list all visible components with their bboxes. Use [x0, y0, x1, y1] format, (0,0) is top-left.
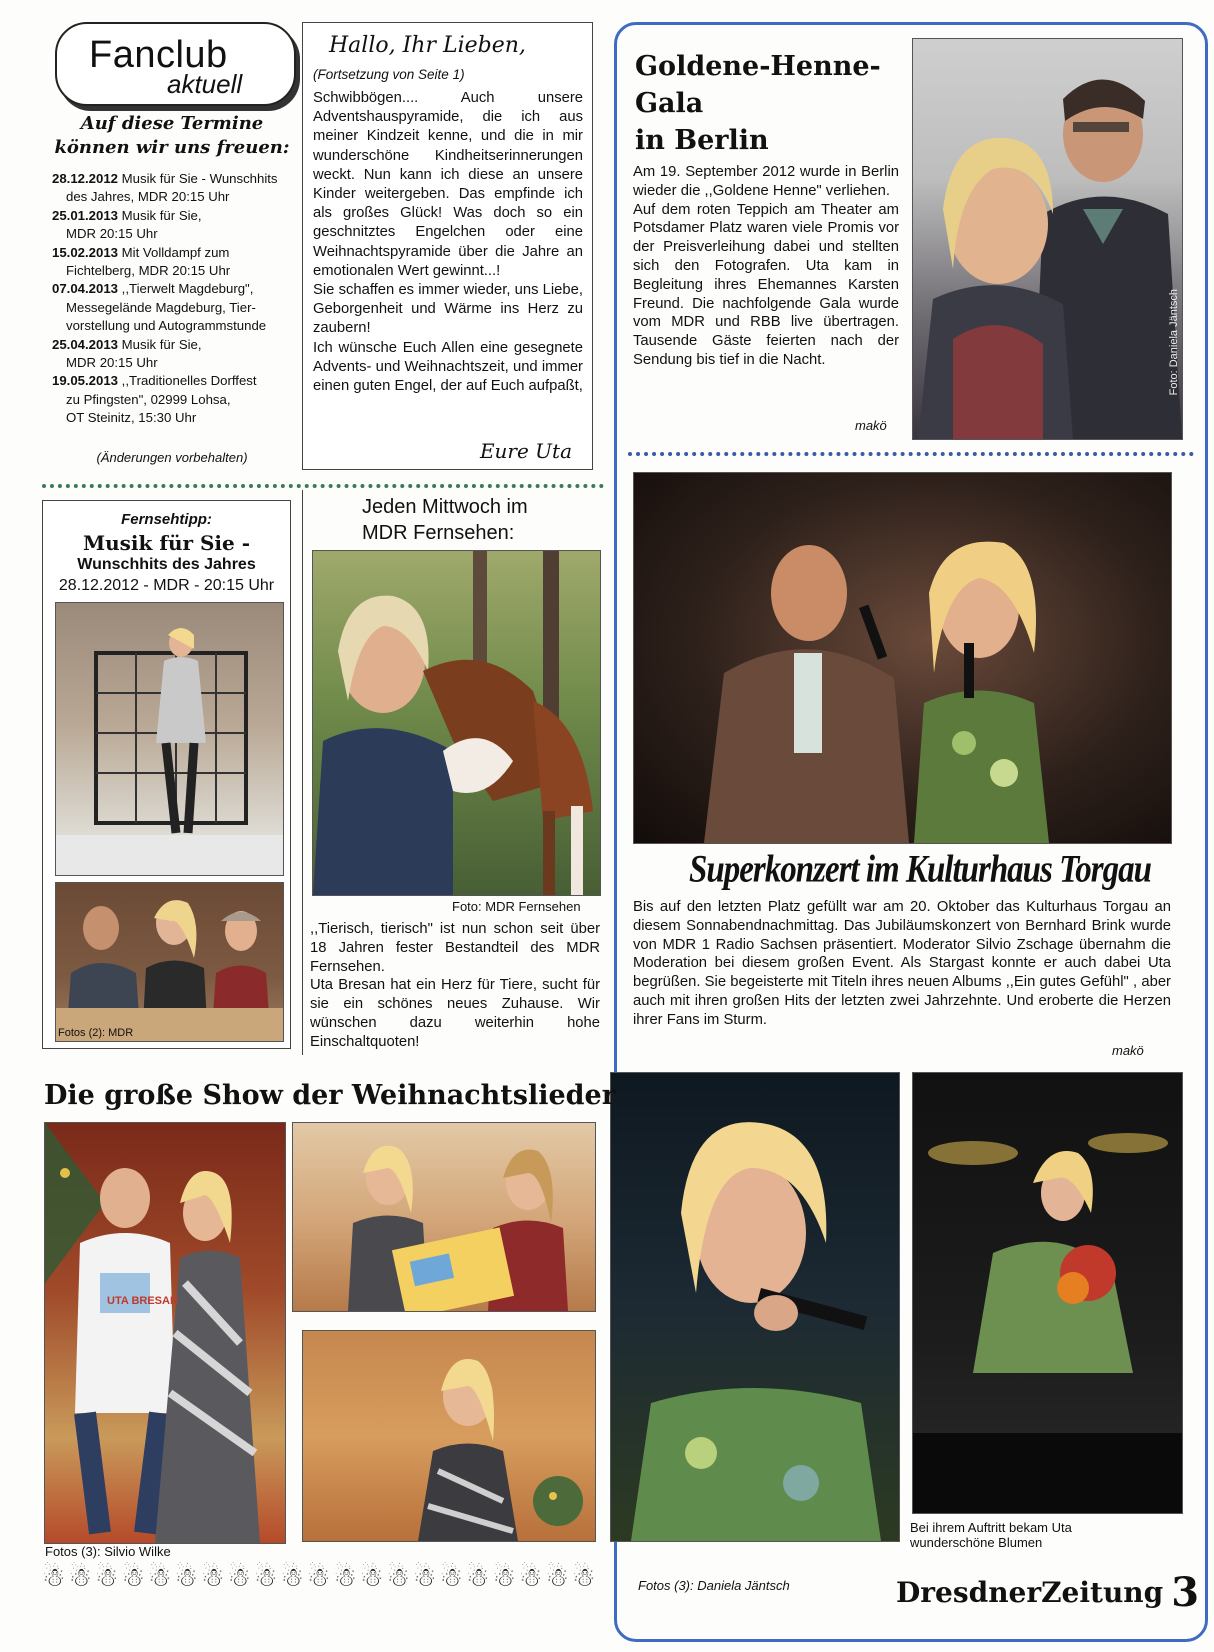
gala-title [635, 48, 915, 159]
tv-tip-subtitle: Wunschhits des Jahres [77, 556, 256, 573]
flowers-illustration [913, 1073, 1182, 1513]
event-title: Musik für Sie, [121, 207, 202, 223]
concert-photo-singer [610, 1072, 900, 1542]
event-date: 25.01.2013 [52, 207, 122, 223]
letter-greeting: Hallo, Ihr Lieben, [329, 33, 526, 58]
letter-paragraph: Sie schaffen es immer wieder, uns Liebe, Geborgenheit und Wärme ins Herz zu zaubern! [313, 282, 583, 337]
concert-author: makö [1112, 1043, 1144, 1058]
flower-caption-line: Bei ihrem Auftritt bekam Uta [910, 1520, 1072, 1535]
snowman-icon: ☃ [307, 1562, 331, 1592]
snowman-icon: ☃ [254, 1562, 278, 1592]
separator [42, 484, 604, 488]
event-detail: Fichtelberg, MDR 20:15 Uhr [66, 263, 231, 279]
event-detail: MDR 20:15 Uhr [66, 226, 158, 242]
tv-tip-photo-gate [55, 602, 284, 876]
show-photo-dress [302, 1330, 596, 1542]
event-item [52, 372, 302, 390]
snowman-decoration [42, 1562, 607, 1620]
fanclub-note: (Änderungen vorbehalten) [96, 450, 248, 465]
event-title: Mit Volldampf zum [121, 244, 230, 260]
letter-box [302, 22, 593, 470]
tv-tip-photo-credit: Fotos (2): MDR [58, 1027, 134, 1039]
event-title: Musik für Sie, [121, 336, 202, 352]
snowman-icon: ☃ [42, 1562, 66, 1592]
mittwoch-text [310, 920, 600, 1052]
show-title: Die große Show der Weihnachtslieder [44, 1080, 616, 1111]
event-item [52, 280, 302, 298]
event-title: Musik für Sie - Wunschhits [121, 171, 278, 186]
event-date: 07.04.2013 [52, 281, 122, 297]
table-illustration [56, 883, 283, 1041]
snowman-icon: ☃ [386, 1562, 410, 1592]
dress-illustration [303, 1331, 595, 1541]
concert-photo-flowers [912, 1072, 1183, 1514]
snowman-icon: ☃ [201, 1562, 225, 1592]
event-item [52, 207, 302, 225]
fanclub-subtitle: aktuell [167, 69, 243, 99]
show-photo-credit: Fotos (3): Silvio Wilke [45, 1544, 171, 1559]
fan-illustration [45, 1123, 285, 1543]
event-detail: MDR 20:15 Uhr [66, 355, 158, 371]
mittwoch-heading-line: MDR Fernsehen: [362, 522, 515, 544]
fanclub-badge [55, 22, 296, 106]
fanclub-heading [48, 112, 296, 160]
event-detail: OT Steinitz, 15:30 Uhr [66, 410, 197, 426]
gala-title-line: Gala [635, 88, 704, 119]
fanclub-heading-line: Auf diese Termine [80, 113, 264, 134]
snowman-icon: ☃ [68, 1562, 92, 1592]
snowman-icon: ☃ [360, 1562, 384, 1592]
event-date: 25.04.2013 [52, 336, 122, 352]
snowman-icon: ☃ [121, 1562, 145, 1592]
pony-illustration [313, 551, 600, 895]
shirt-text: UTA BRESAN [107, 1295, 178, 1307]
event-title: ,,Traditionelles Dorffest [121, 373, 257, 389]
event-item [52, 170, 302, 188]
mittwoch-photo-credit: Foto: MDR Fernsehen [452, 899, 581, 914]
snowman-icon: ☃ [413, 1562, 437, 1592]
gift-illustration [293, 1123, 595, 1311]
gala-title-line: Goldene-Henne- [635, 51, 881, 82]
footer-paper-name [896, 1565, 1200, 1616]
tv-tip-date: 28.12.2012 - MDR - 20:15 Uhr [58, 577, 275, 594]
gala-photo-credit: Foto: Daniela Jäntsch [1168, 289, 1180, 396]
gala-paragraph: Auf dem roten Teppich am Theater am Potsdamer Platz waren viele Promis vor der Preisverleihung dabei und stellten sich den Fotografen. Uta kam in Begleitung ihres Ehemannes Karsten Freund. Die nachfolgende Gala wurde vom MDR und RBB live übertragen. Tausende Gäste feierten nach der Sendung bis tief in die Nacht. [633, 201, 899, 368]
show-photo-gift [292, 1122, 596, 1312]
letter-paragraph: Ich wünsche Euch Allen eine gesegnete Advents- und Weihnachtszeit, und immer einen guten Engel, der auf Euch aufpaßt, [313, 339, 583, 395]
event-title: ,,Tierwelt Magdeburg", [121, 281, 254, 297]
snowman-icon: ☃ [572, 1562, 596, 1592]
snowman-icon: ☃ [466, 1562, 490, 1592]
mittwoch-heading-line: Jeden Mittwoch im [362, 496, 528, 518]
snowman-icon: ☃ [519, 1562, 543, 1592]
snowman-icon: ☃ [148, 1562, 172, 1592]
snowman-icon: ☃ [439, 1562, 463, 1592]
mittwoch-paragraph: ,,Tierisch, tierisch" ist nun schon seit über 18 Jahren fester Bestandteil des MDR Fernsehen. [310, 921, 600, 975]
concert-photo-credit: Fotos (3): Daniela Jäntsch [638, 1578, 790, 1593]
tv-tip-label: Fernsehtipp: [121, 511, 212, 528]
fanclub-title: Fanclub [89, 34, 228, 76]
event-detail: vorstellung und Autogrammstunde [66, 318, 267, 334]
event-date: 28.12.2012 [52, 171, 122, 186]
snowman-icon: ☃ [174, 1562, 198, 1592]
concert-text: Bis auf den letzten Platz gefüllt war am 20. Oktober das Kulturhaus Torgau an diesem Sonnabendnachmittag. Das Jubiläumskonzert von Bernhard Brink wurde von MDR 1 Radio Sachsen präsentiert. Moderator Silvio Zschage übernahm die Moderation bei diesem großen Event. Als Stargast konnte er auch dabei Uta begrüßen. Sie begeisterte mit Titeln ihres neuen Albums ,,Ein gutes Gefühl" , aber auch mit ihren großen Hits der letzten zwei Jahrzehnte. Und eroberte die Herzen ihrer Fans im Sturm. [633, 899, 1171, 1028]
duet-illustration [634, 473, 1171, 843]
gala-text [633, 163, 899, 370]
mittwoch-photo [312, 550, 601, 896]
letter-body [313, 89, 583, 396]
mittwoch-heading [362, 494, 528, 546]
flower-caption-line: wunderschöne Blumen [910, 1535, 1043, 1550]
snowman-icon: ☃ [227, 1562, 251, 1592]
gate-illustration [56, 603, 283, 875]
paper-name: DresdnerZeitung [896, 1576, 1164, 1609]
event-detail: des Jahres, MDR 20:15 Uhr [66, 189, 230, 205]
snowman-icon: ☃ [492, 1562, 516, 1592]
tv-tip-title: Musik für Sie - [82, 531, 251, 555]
singer-illustration [611, 1073, 899, 1541]
snowman-icon: ☃ [280, 1562, 304, 1592]
fanclub-heading-line: können wir uns freuen: [54, 137, 290, 158]
event-date: 19.05.2013 [52, 373, 122, 389]
snowman-icon: ☃ [333, 1562, 357, 1592]
event-detail: zu Pfingsten", 02999 Lohsa, [66, 391, 231, 407]
gala-paragraph: Am 19. September 2012 wurde in Berlin wieder die ,,Goldene Henne" verliehen. [633, 164, 899, 199]
flower-caption [910, 1520, 1072, 1550]
letter-paragraph: Schwibbögen.... Auch unsere Adventshauspyramide, die ich aus meiner Kindzeit kenne, und die in mir wunderschöne Kindheitserinnerungen weckt. Nun kann ich diese an unsere Kinder weitergeben. Das empfinde ich als großes Glück! Was doch so ein geschnitztes Engelchen oder eine Weihnachtspyramide über die Jahre an emotionalen Wert gewinnt...! [313, 90, 583, 279]
couple-illustration [913, 39, 1182, 439]
snowman-icon: ☃ [545, 1562, 569, 1592]
event-item [52, 244, 302, 262]
event-detail: Messegelände Magdeburg, Tier- [66, 299, 256, 315]
gala-author: makö [855, 418, 887, 433]
concert-photo-duet [633, 472, 1172, 844]
page-number: 3 [1171, 1569, 1200, 1616]
letter-signature: Eure Uta [479, 439, 572, 463]
letter-continuation: (Fortsetzung von Seite 1) [313, 67, 465, 82]
event-date: 15.02.2013 [52, 244, 122, 260]
concert-title: Superkonzert im Kulturhaus Torgau [689, 848, 1151, 892]
tv-tip-photo-table [55, 882, 284, 1042]
gala-title-line: in Berlin [635, 125, 769, 156]
gala-photo [912, 38, 1183, 440]
event-item [52, 336, 302, 354]
mittwoch-paragraph: Uta Bresan hat ein Herz für Tiere, sucht für sie ein schönes neues Zuhause. Wir wünschen dazu weiterhin hohe Einschaltquoten! [310, 977, 600, 1050]
snowman-icon: ☃ [95, 1562, 119, 1592]
show-photo-fan [44, 1122, 286, 1544]
event-list [52, 170, 302, 428]
